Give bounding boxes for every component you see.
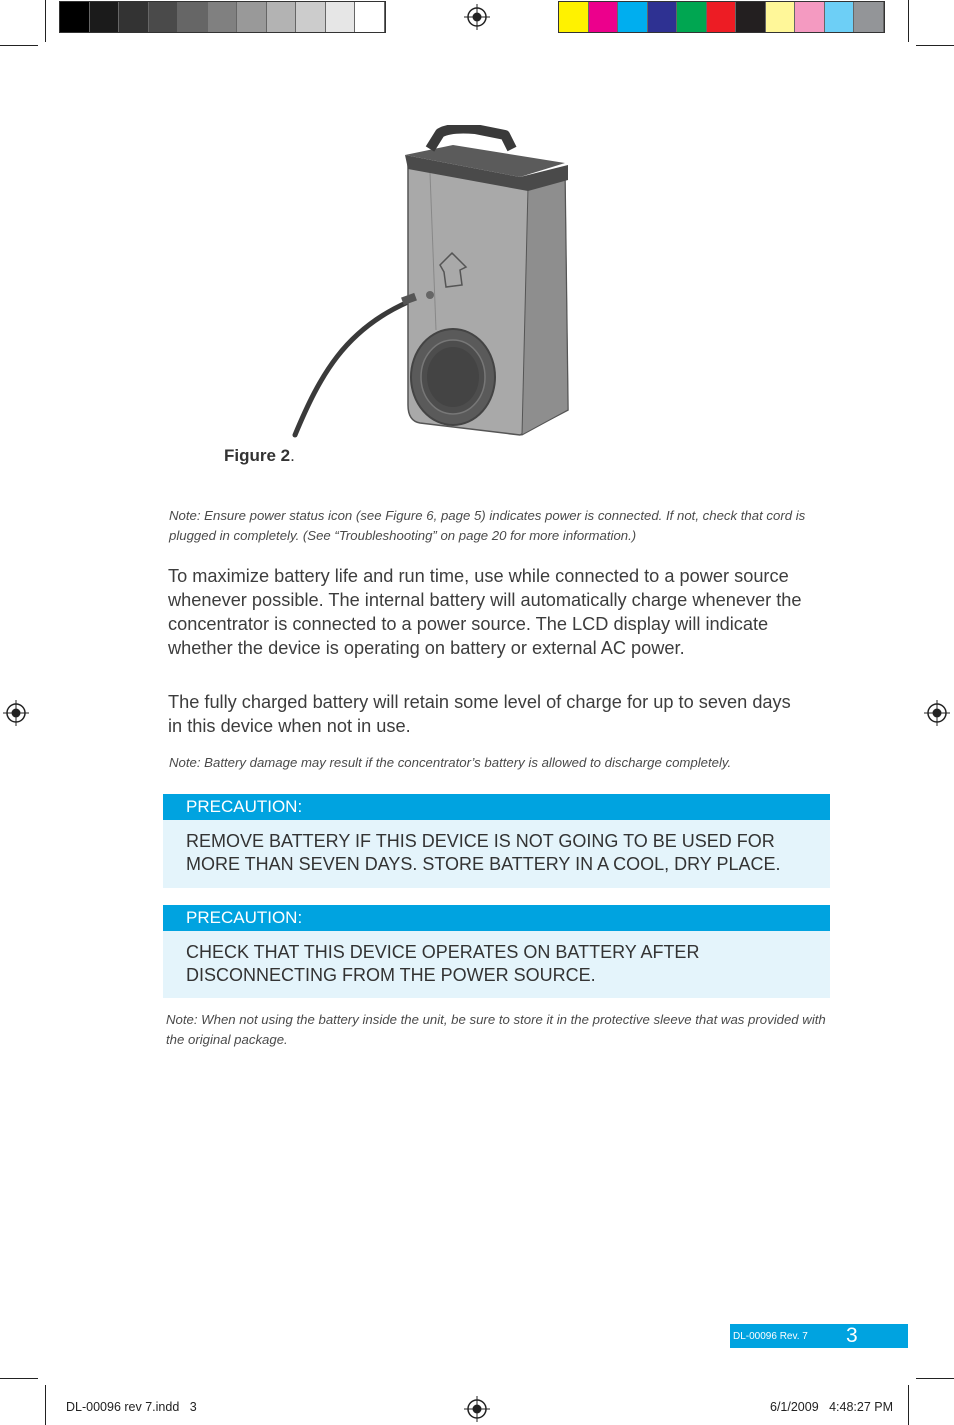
precaution-text: REMOVE BATTERY IF THIS DEVICE IS NOT GOING TO BE USED FOR MORE THAN SEVEN DAYS. STORE BATTERY IN A COOL, DRY PLACE. [163, 820, 830, 888]
grayscale-swatch [267, 2, 297, 32]
crop-mark [908, 0, 909, 42]
paragraph-battery-life: To maximize battery life and run time, use while connected to a power source whenever possible. The internal battery will automatically charge whenever the concentrator is connected to a power source. The LCD display will indicate whether the device is operating on battery or external AC power. [168, 566, 802, 658]
figure-caption-bold: Figure 2 [224, 446, 291, 465]
page-footer-tab [730, 1324, 908, 1348]
process-color-swatch [854, 2, 884, 32]
registration-mark-icon [464, 1396, 490, 1422]
grayscale-swatch [296, 2, 326, 32]
grayscale-swatch [178, 2, 208, 32]
process-color-swatch [559, 2, 589, 32]
slug-filename: DL-00096 rev 7.indd 3 [66, 1400, 197, 1414]
note-battery-damage: Note: Battery damage may result if the concentrator’s battery is allowed to discharge completely. [169, 755, 732, 770]
grayscale-swatch [60, 2, 90, 32]
process-color-swatch [795, 2, 825, 32]
grayscale-swatch [119, 2, 149, 32]
figure-caption-period: . [290, 446, 295, 465]
registration-mark-icon [924, 700, 950, 726]
process-color-swatch [677, 2, 707, 32]
oxygen-concentrator-illustration [290, 125, 580, 445]
crop-mark [0, 45, 38, 46]
figure-caption [224, 446, 295, 466]
crop-mark [45, 1385, 46, 1425]
note-battery-storage: Note: When not using the battery inside the unit, be sure to store it in the protective sleeve that was provided with the original package. [166, 1012, 826, 1047]
process-color-swatch [766, 2, 796, 32]
grayscale-color-bar [59, 1, 386, 33]
process-color-swatch [736, 2, 766, 32]
process-color-swatch [618, 2, 648, 32]
grayscale-swatch [326, 2, 356, 32]
paragraph-battery-retention: The fully charged battery will retain some level of charge for up to seven days in this device when not in use. [168, 692, 791, 736]
registration-mark-icon [3, 700, 29, 726]
grayscale-swatch [208, 2, 238, 32]
grayscale-swatch [90, 2, 120, 32]
process-color-swatch [707, 2, 737, 32]
slug-timestamp: 6/1/2009 4:48:27 PM [770, 1400, 894, 1414]
crop-mark [916, 1378, 954, 1379]
crop-mark [45, 0, 46, 42]
grayscale-swatch [355, 2, 385, 32]
crop-mark [0, 1378, 38, 1379]
grayscale-swatch [237, 2, 267, 32]
process-color-swatch [825, 2, 855, 32]
document-id: DL-00096 Rev. 7 [733, 1331, 808, 1342]
precaution-heading: PRECAUTION: [163, 794, 830, 820]
registration-mark-icon [464, 4, 490, 30]
note-power-status: Note: Ensure power status icon (see Figure 6, page 5) indicates power is connected. If not, check that cord is plugged in completely. (See “Troubleshooting” on page 20 for more information.) [169, 508, 806, 543]
crop-mark [908, 1385, 909, 1425]
process-color-bar [558, 1, 885, 33]
precaution-text: CHECK THAT THIS DEVICE OPERATES ON BATTERY AFTER DISCONNECTING FROM THE POWER SOURCE. [163, 931, 830, 998]
page-number: 3 [846, 1324, 858, 1347]
precaution-heading: PRECAUTION: [163, 905, 830, 931]
crop-mark [916, 45, 954, 46]
process-color-swatch [589, 2, 619, 32]
process-color-swatch [648, 2, 678, 32]
grayscale-swatch [149, 2, 179, 32]
